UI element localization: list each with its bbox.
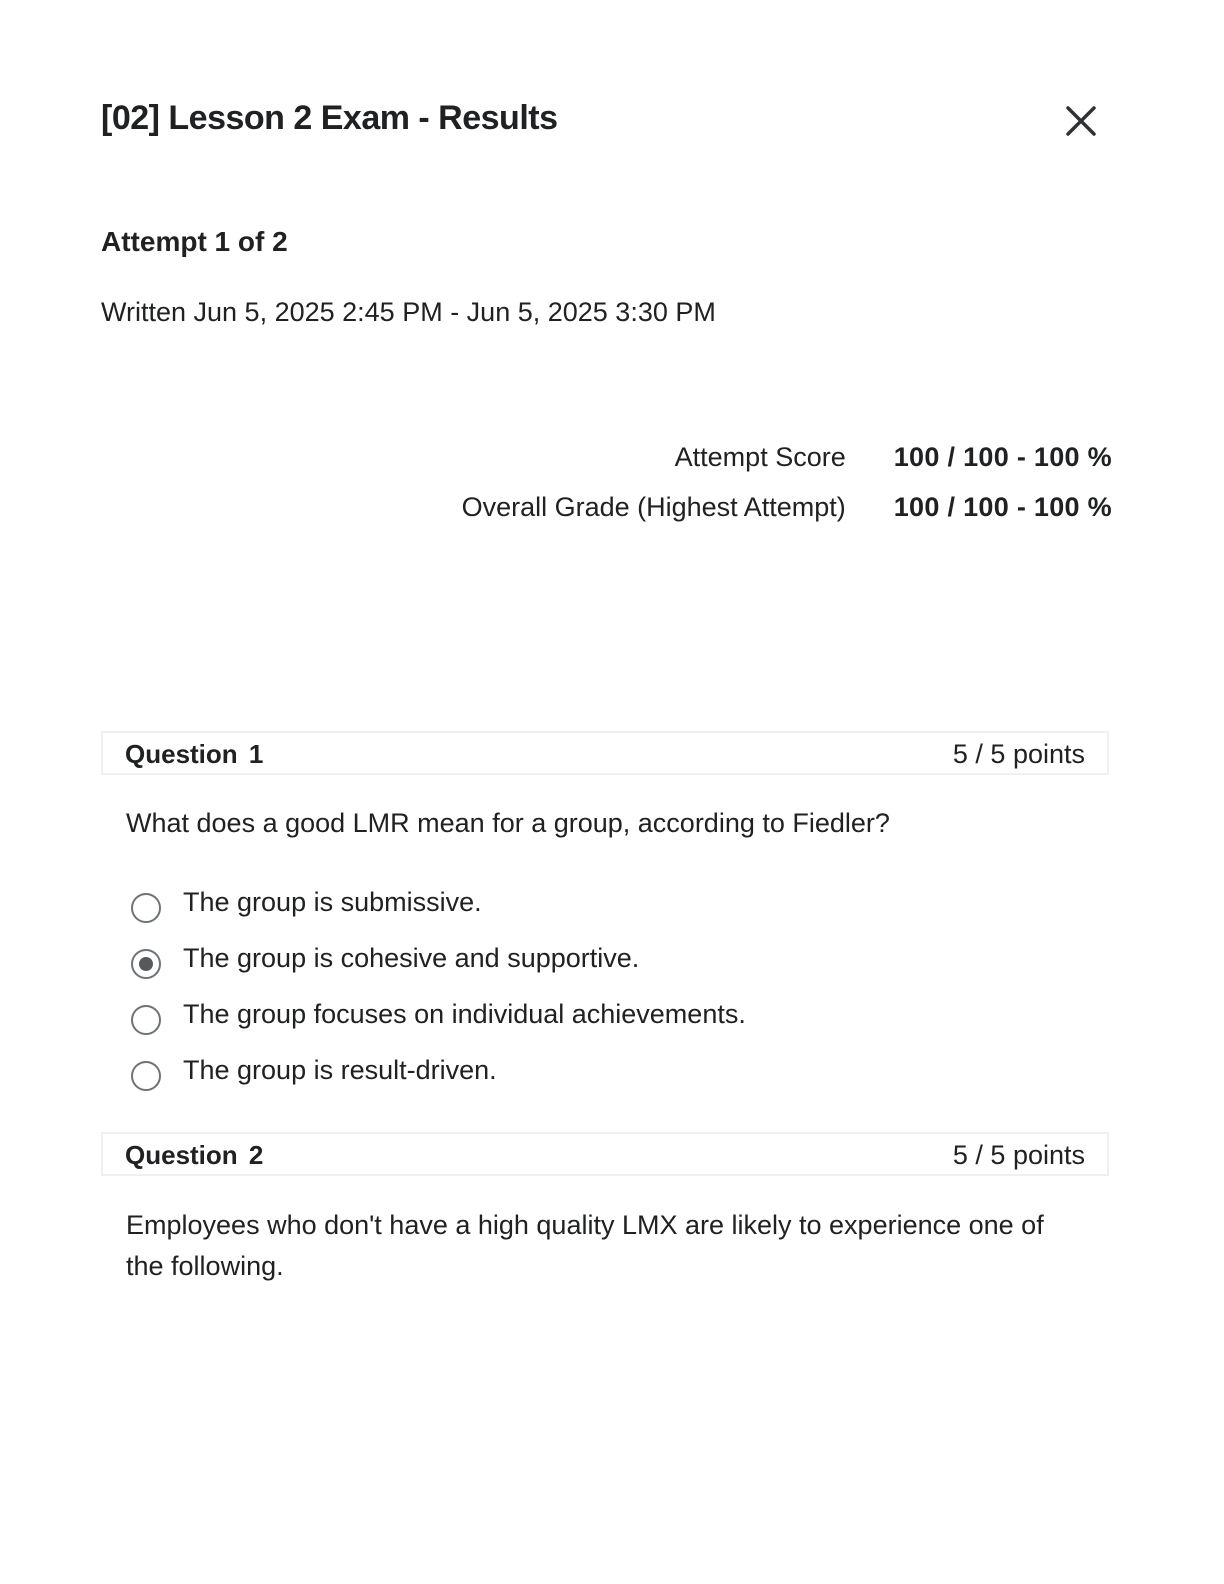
overall-grade-row bbox=[462, 482, 1112, 532]
question-1-text: What does a good LMR mean for a group, according to Fiedler? bbox=[126, 808, 890, 838]
answer-option[interactable] bbox=[131, 878, 746, 934]
answer-option-label: The group is submissive. bbox=[183, 887, 482, 917]
answer-option-label: The group is result-driven. bbox=[183, 1055, 497, 1085]
answer-option-label: The group focuses on individual achievements. bbox=[183, 999, 746, 1029]
question-2-points: 5 / 5 points bbox=[952, 1140, 1085, 1170]
question-2-text: Employees who don't have a high quality LMX are likely to experience one of the following. bbox=[126, 1210, 1044, 1281]
radio-button[interactable] bbox=[131, 1005, 161, 1035]
attempt-label: Attempt 1 of 2 bbox=[101, 226, 288, 257]
question-1-points: 5 / 5 points bbox=[952, 739, 1085, 769]
attempt-score-label: Attempt Score bbox=[674, 441, 846, 472]
question-2-title: Question 2 bbox=[125, 1140, 264, 1170]
answer-option[interactable] bbox=[131, 934, 746, 990]
written-timestamp: Written Jun 5, 2025 2:45 PM - Jun 5, 2025 3:30 PM bbox=[101, 297, 716, 327]
overall-grade-value: 100 / 100 - 100 % bbox=[893, 491, 1112, 522]
answer-option[interactable] bbox=[131, 1046, 746, 1102]
score-summary bbox=[462, 432, 1112, 532]
question-1-header bbox=[101, 731, 1109, 775]
question-1-title: Question 1 bbox=[125, 739, 264, 769]
attempt-score-value: 100 / 100 - 100 % bbox=[893, 441, 1112, 472]
attempt-score-row bbox=[462, 432, 1112, 482]
answer-option[interactable] bbox=[131, 990, 746, 1046]
radio-button[interactable] bbox=[131, 893, 161, 923]
radio-button[interactable] bbox=[131, 1061, 161, 1091]
question-1-options bbox=[131, 878, 746, 1102]
radio-button-selected[interactable] bbox=[131, 949, 161, 979]
overall-grade-label: Overall Grade (Highest Attempt) bbox=[461, 491, 846, 522]
question-2-header bbox=[101, 1132, 1109, 1176]
answer-option-label: The group is cohesive and supportive. bbox=[183, 943, 640, 973]
close-button[interactable] bbox=[1058, 98, 1104, 144]
page-title: [02] Lesson 2 Exam - Results bbox=[101, 99, 558, 137]
close-icon bbox=[1058, 98, 1104, 144]
